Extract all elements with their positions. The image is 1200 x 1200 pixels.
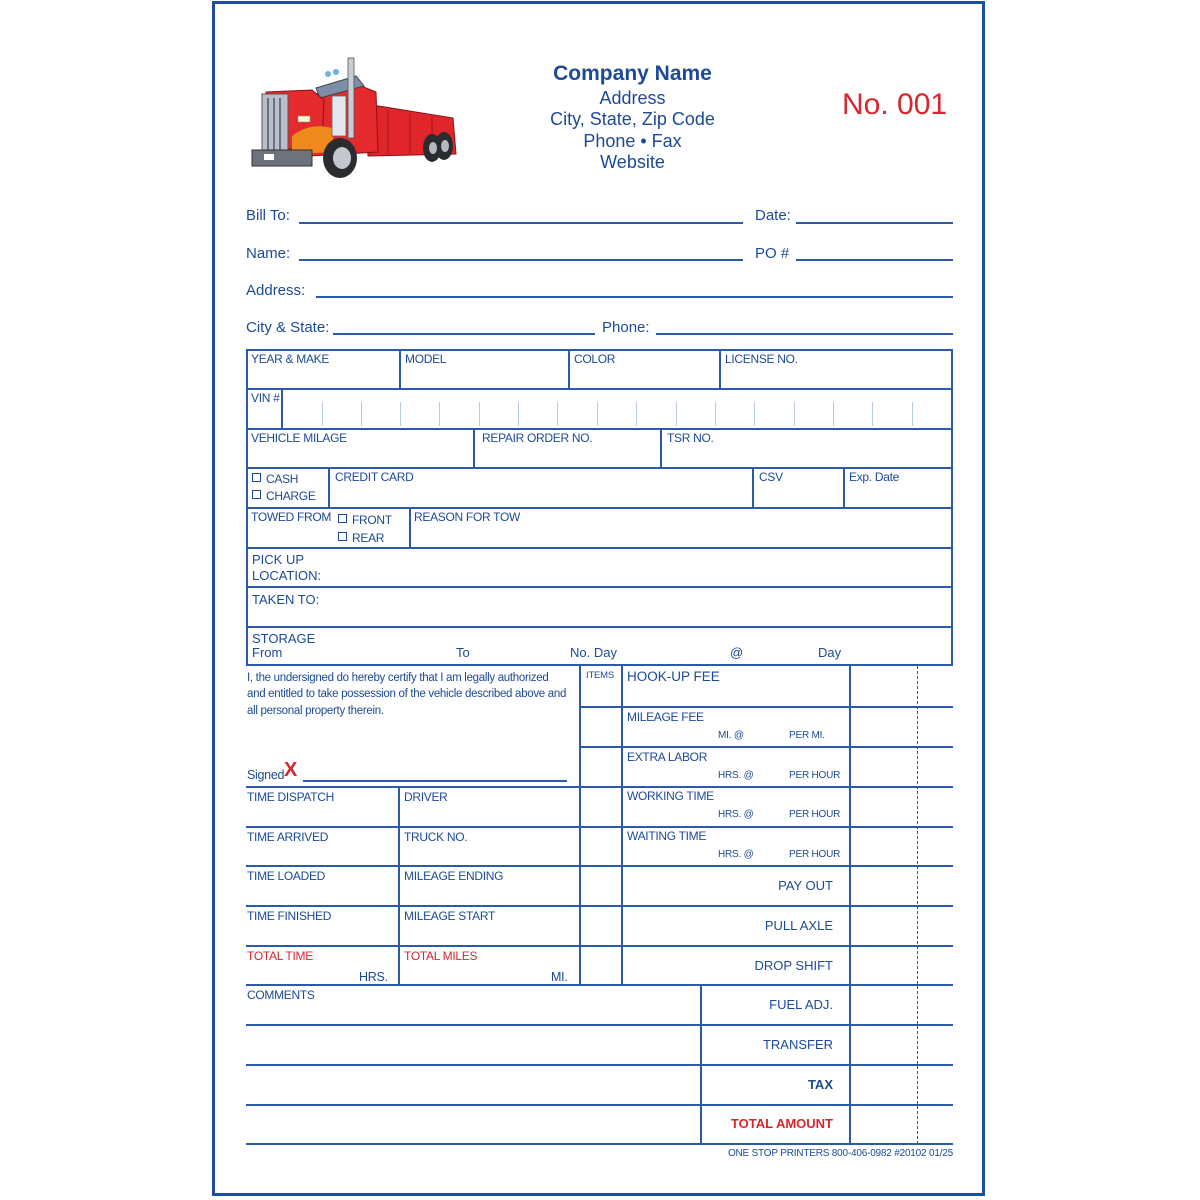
time-arrived-label: TIME ARRIVED — [247, 830, 329, 844]
csv-label: CSV — [759, 470, 783, 484]
company-address: Address — [599, 88, 666, 108]
hookup-fee-label: HOOK-UP FEE — [627, 669, 720, 684]
credit-card-field[interactable] — [331, 486, 751, 506]
time-finished-label: TIME FINISHED — [247, 909, 332, 923]
company-name: Company Name — [553, 62, 712, 85]
color-field[interactable] — [570, 366, 718, 386]
mileage-start-field[interactable] — [401, 924, 577, 944]
name-label: Name: — [246, 245, 291, 262]
fuel-adj-label: FUEL ADJ. — [769, 997, 833, 1012]
storage-from-label: From — [252, 645, 283, 660]
name-field[interactable] — [299, 259, 743, 261]
vin-label: VIN # — [251, 391, 280, 405]
towed-from-label: TOWED FROM — [251, 510, 332, 524]
taken-to-field[interactable] — [330, 589, 950, 624]
po-field[interactable] — [796, 259, 953, 261]
model-field[interactable] — [401, 366, 567, 386]
credit-card-label: CREDIT CARD — [335, 470, 414, 484]
storage-label: STORAGE — [252, 631, 316, 646]
driver-field[interactable] — [401, 805, 577, 825]
tsr-label: TSR NO. — [667, 431, 714, 445]
pickup-label-line1: PICK UP — [252, 552, 305, 567]
waiting-time-amount[interactable] — [852, 828, 951, 864]
time-dispatch-label: TIME DISPATCH — [247, 790, 334, 804]
reason-for-tow-field[interactable] — [412, 526, 951, 546]
time-arrived-field[interactable] — [248, 845, 396, 864]
hrs-unit-label: HRS. — [359, 970, 388, 984]
pay-out-label: PAY OUT — [778, 878, 833, 893]
printer-footer: ONE STOP PRINTERS 800-406-0982 #20102 01/25 — [727, 1148, 953, 1159]
city-state-field[interactable] — [333, 333, 595, 335]
color-label: COLOR — [574, 352, 616, 366]
date-label: Date: — [755, 207, 791, 224]
total-miles-field[interactable] — [401, 964, 549, 983]
year-make-field[interactable] — [248, 366, 398, 386]
working-time-amount[interactable] — [852, 788, 951, 825]
front-label: FRONT — [352, 513, 392, 527]
po-label: PO # — [755, 245, 790, 262]
mileage-fee-label: MILEAGE FEE — [627, 710, 704, 724]
pay-out-amount[interactable] — [852, 867, 951, 904]
drop-shift-amount[interactable] — [852, 947, 951, 983]
time-finished-field[interactable] — [248, 924, 396, 944]
mi-unit-label: MI. — [551, 970, 568, 984]
company-city-state-zip: City, State, Zip Code — [550, 109, 715, 129]
tax-label: TAX — [807, 1077, 833, 1092]
total-time-field[interactable] — [248, 964, 356, 983]
phone-label: Phone: — [602, 319, 650, 336]
address-label: Address: — [246, 282, 306, 299]
checkbox-icon — [338, 514, 347, 523]
signature-field[interactable] — [303, 780, 567, 782]
total-time-label: TOTAL TIME — [247, 949, 313, 963]
form-number: No. 001 — [842, 88, 948, 121]
items-header: ITEMS — [586, 670, 615, 681]
reason-for-tow-label: REASON FOR TOW — [414, 510, 521, 524]
driver-label: DRIVER — [404, 790, 448, 804]
comments-field[interactable] — [248, 1002, 698, 1142]
pickup-label-line2: LOCATION: — [252, 568, 322, 583]
tsr-field[interactable] — [663, 446, 951, 466]
extra-labor-amount[interactable] — [852, 748, 951, 785]
company-phone-fax: Phone • Fax — [583, 131, 682, 151]
repair-order-field[interactable] — [476, 446, 659, 466]
mileage-ending-label: MILEAGE ENDING — [404, 869, 504, 883]
repair-order-label: REPAIR ORDER NO. — [482, 431, 593, 445]
storage-no-day-label: No. Day — [570, 645, 617, 660]
exp-date-label: Exp. Date — [849, 470, 899, 484]
hookup-fee-amount[interactable] — [852, 668, 951, 705]
time-loaded-label: TIME LOADED — [247, 869, 326, 883]
pull-axle-amount[interactable] — [852, 907, 951, 944]
total-miles-label: TOTAL MILES — [404, 949, 478, 963]
vehicle-mileage-field[interactable] — [248, 446, 472, 466]
model-label: MODEL — [405, 352, 447, 366]
city-state-label: City & State: — [246, 319, 330, 336]
total-amount-field[interactable] — [852, 1106, 951, 1142]
bill-to-field[interactable] — [299, 222, 743, 224]
checkbox-icon — [252, 490, 261, 499]
charge-label: CHARGE — [266, 489, 316, 503]
drop-shift-label: DROP SHIFT — [754, 958, 833, 973]
certification-text-1: I, the undersigned do hereby certify that I am legally authorized — [247, 672, 549, 684]
total-amount-label: TOTAL AMOUNT — [730, 1116, 833, 1131]
pickup-location-field[interactable] — [330, 550, 950, 585]
mileage-fee-amount[interactable] — [852, 708, 951, 745]
time-dispatch-field[interactable] — [248, 805, 396, 825]
transfer-label: TRANSFER — [762, 1037, 833, 1052]
charge-checkbox[interactable] — [252, 489, 316, 503]
working-time-label: WORKING TIME — [627, 789, 714, 803]
per-mi-label: PER MI. — [789, 730, 825, 741]
truck-no-label: TRUCK NO. — [404, 830, 468, 844]
mi-at-label: MI. @ — [718, 730, 744, 741]
waiting-time-per-hour: PER HOUR — [789, 849, 841, 860]
front-checkbox[interactable] — [338, 513, 392, 527]
company-website: Website — [600, 152, 665, 172]
tow-truck-logo — [248, 56, 460, 180]
pull-axle-label: PULL AXLE — [764, 918, 833, 933]
cash-checkbox[interactable] — [252, 472, 298, 486]
vehicle-mileage-label: VEHICLE MILAGE — [251, 431, 347, 445]
waiting-time-hrs-at: HRS. @ — [718, 849, 754, 860]
fuel-adj-amount[interactable] — [852, 986, 951, 1023]
tow-truck-icon — [248, 56, 460, 180]
working-time-per-hour: PER HOUR — [789, 809, 841, 820]
address-field[interactable] — [316, 296, 953, 298]
extra-labor-label: EXTRA LABOR — [627, 750, 708, 764]
transfer-amount[interactable] — [852, 1026, 951, 1063]
signed-label: Signed — [247, 768, 285, 782]
date-field[interactable] — [796, 222, 953, 224]
checkbox-icon — [252, 473, 261, 482]
cash-label: CASH — [266, 472, 299, 486]
rear-checkbox[interactable] — [338, 531, 384, 545]
time-loaded-field[interactable] — [248, 884, 396, 904]
bill-to-label: Bill To: — [246, 207, 290, 224]
vin-field[interactable] — [283, 390, 951, 427]
certification-text-3: all personal property therein. — [247, 705, 384, 717]
waiting-time-label: WAITING TIME — [627, 829, 707, 843]
signature-x-mark: X — [284, 759, 298, 781]
storage-at-label: @ — [730, 645, 744, 660]
mileage-start-label: MILEAGE START — [404, 909, 496, 923]
extra-labor-per-hour: PER HOUR — [789, 770, 841, 781]
comments-label: COMMENTS — [247, 988, 315, 1002]
working-time-hrs-at: HRS. @ — [718, 809, 754, 820]
exp-date-field[interactable] — [846, 486, 951, 506]
phone-field[interactable] — [656, 333, 953, 335]
license-field[interactable] — [721, 366, 951, 386]
license-label: LICENSE NO. — [725, 352, 798, 366]
year-make-label: YEAR & MAKE — [251, 352, 330, 366]
csv-field[interactable] — [755, 486, 842, 506]
truck-no-field[interactable] — [401, 845, 577, 864]
rear-label: REAR — [352, 531, 385, 545]
certification-text-2: and entitled to take possession of the vehicle described above and — [247, 688, 567, 700]
storage-day-label: Day — [818, 645, 842, 660]
checkbox-icon — [338, 532, 347, 541]
tax-amount[interactable] — [852, 1066, 951, 1103]
storage-to-label: To — [456, 645, 470, 660]
mileage-ending-field[interactable] — [401, 884, 577, 904]
extra-labor-hrs-at: HRS. @ — [718, 770, 754, 781]
taken-to-label: TAKEN TO: — [252, 592, 320, 607]
